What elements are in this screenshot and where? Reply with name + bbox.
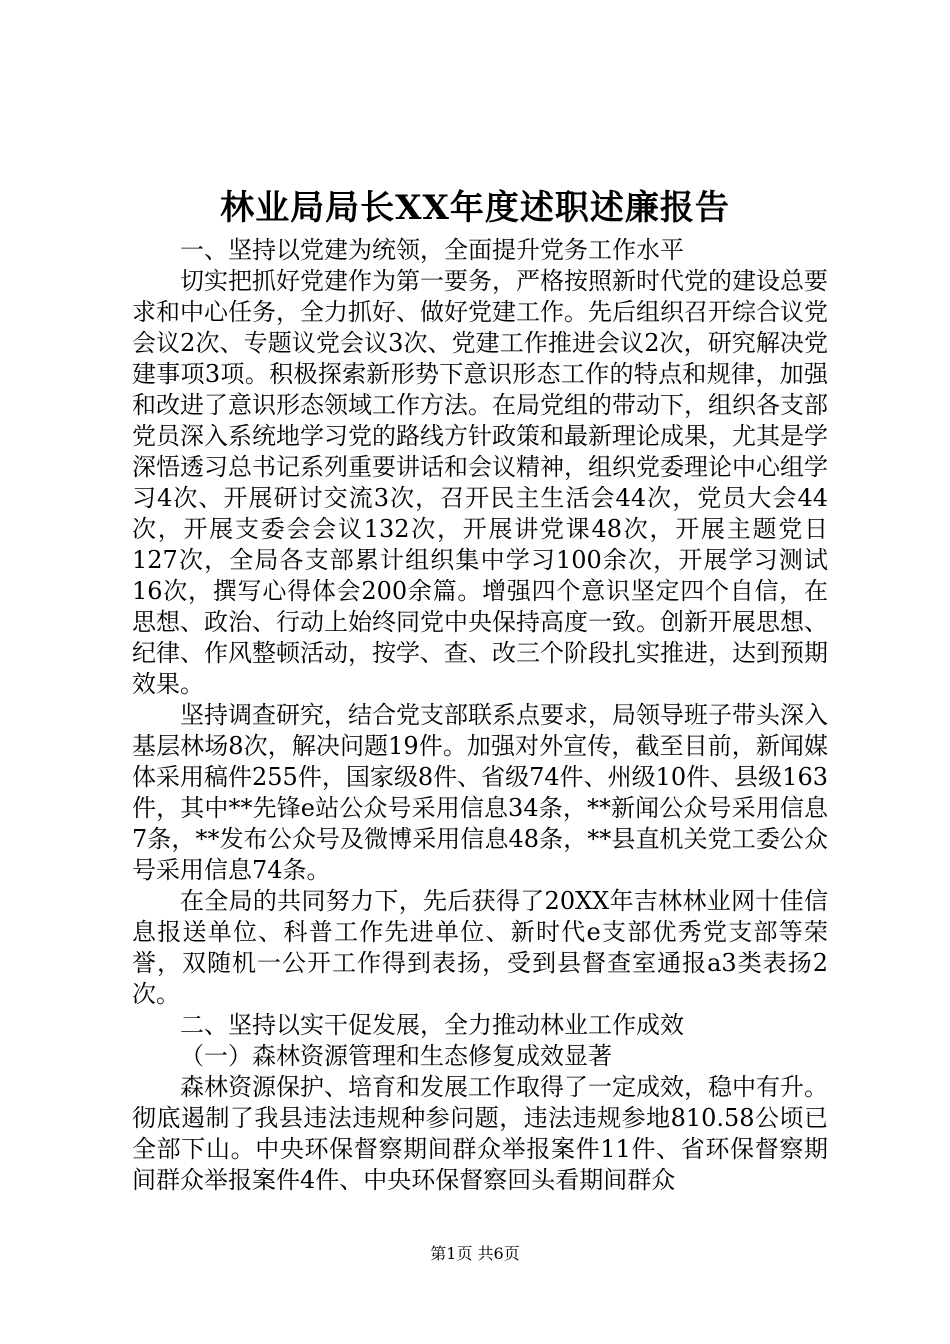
paragraph: 坚持调查研究，结合党支部联系点要求，局领导班子带头深入基层林场8次，解决问题19件。加强对外宣传，截至目前，新闻媒体采用稿件255件，国家级8件、省级74件、州级10件、县级163件，其中**先锋e站公众号采用信息34条，**新闻公众号采用信息7条，**发布公众号及微博采用信息48条，**县直机关党工委公众号采用信息74条。 [132, 701, 828, 884]
section-heading-1: 一、坚持以党建为统领，全面提升党务工作水平 [180, 236, 684, 264]
subsection-heading: （一）森林资源管理和生态修复成效显著 [180, 1042, 612, 1070]
section-heading-2: 二、坚持以实干促发展，全力推动林业工作成效 [180, 1011, 684, 1039]
document-title: 林业局局长XX年度述职述廉报告 [220, 188, 730, 228]
page-footer: 第1页 共6页 [430, 1244, 520, 1263]
document-body [132, 235, 828, 1196]
paragraph: 在全局的共同努力下，先后获得了20XX年吉林林业网十佳信息报送单位、科普工作先进单位、新时代e支部优秀党支部等荣誉，双随机一公开工作得到表扬，受到县督查室通报a3类表扬2次。 [132, 887, 828, 1008]
paragraph: 森林资源保护、培育和发展工作取得了一定成效，稳中有升。彻底遏制了我县违法违规种参问题，违法违规参地810.58公顷已全部下山。中央环保督察期间群众举报案件11件、省环保督察期间群众举报案件4件、中央环保督察回头看期间群众 [132, 1073, 828, 1194]
paragraph: 切实把抓好党建作为第一要务，严格按照新时代党的建设总要求和中心任务，全力抓好、做好党建工作。先后组织召开综合议党会议2次、专题议党会议3次、党建工作推进会议2次，研究解决党建事项3项。积极探索新形势下意识形态工作的特点和规律，加强和改进了意识形态领域工作方法。在局党组的带动下，组织各支部党员深入系统地学习党的路线方针政策和最新理论成果，尤其是学深悟透习总书记系列重要讲话和会议精神，组织党委理论中心组学习4次、开展研讨交流3次，召开民主生活会44次，党员大会44次，开展支委会会议132次，开展讲党课48次，开展主题党日127次，全局各支部累计组织集中学习100余次，开展学习测试16次，撰写心得体会200余篇。增强四个意识坚定四个自信，在思想、政治、行动上始终同党中央保持高度一致。创新开展思想、纪律、作风整顿活动，按学、查、改三个阶段扎实推进，达到预期效果。 [132, 267, 828, 698]
